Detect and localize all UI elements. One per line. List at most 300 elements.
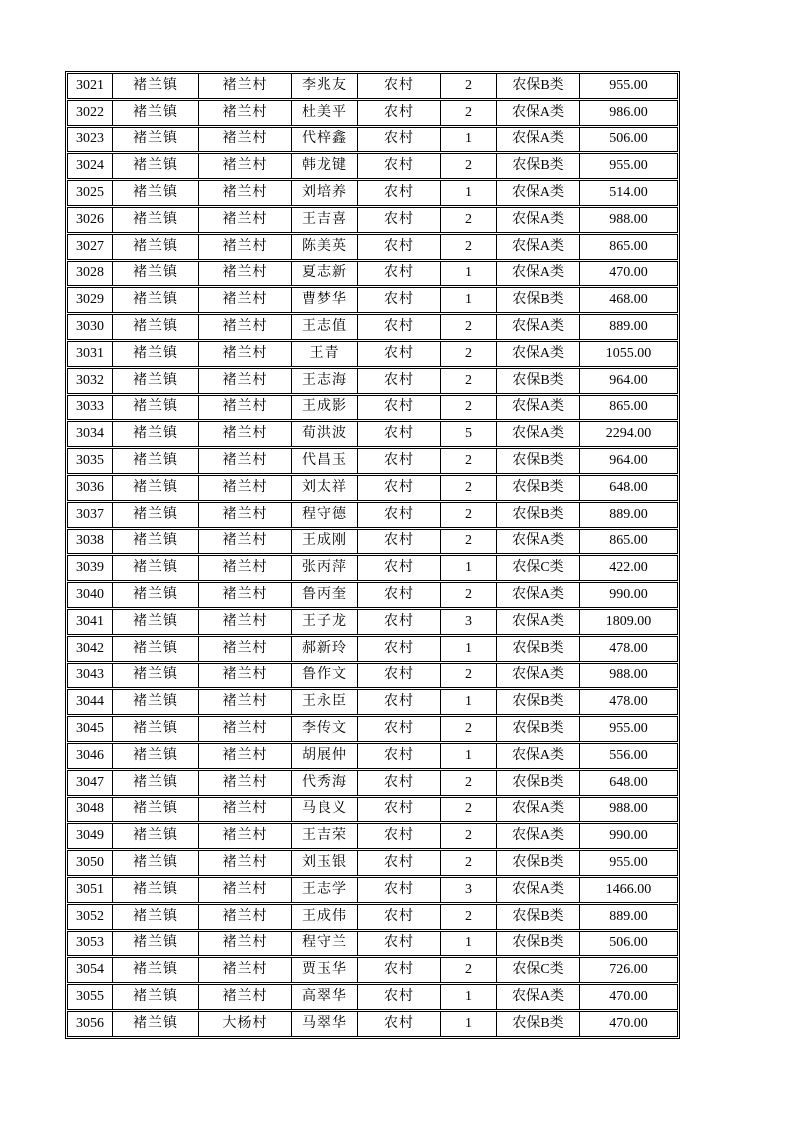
cell-serial-number: 3056 bbox=[68, 1012, 113, 1036]
cell-person-count: 3 bbox=[441, 878, 497, 902]
cell-person-count: 1 bbox=[441, 744, 497, 768]
cell-serial-number: 3054 bbox=[68, 958, 113, 982]
cell-town: 褚兰镇 bbox=[113, 798, 199, 822]
cell-category: 农村 bbox=[358, 637, 441, 661]
cell-insurance-class: 农保A类 bbox=[497, 315, 580, 339]
cell-town: 褚兰镇 bbox=[113, 154, 199, 178]
table-row bbox=[67, 475, 678, 501]
cell-serial-number: 3036 bbox=[68, 476, 113, 500]
cell-village: 褚兰村 bbox=[199, 74, 292, 98]
cell-category: 农村 bbox=[358, 208, 441, 232]
cell-amount: 955.00 bbox=[609, 77, 648, 93]
cell-category: 农村 bbox=[358, 744, 441, 768]
cell-serial-number: 3021 bbox=[68, 74, 113, 98]
cell-serial-number: 3041 bbox=[68, 610, 113, 634]
table-row bbox=[67, 287, 678, 313]
cell-village: 褚兰村 bbox=[199, 610, 292, 634]
table-row bbox=[67, 716, 678, 742]
cell-amount: 889.00 bbox=[609, 506, 648, 522]
table-row bbox=[67, 609, 678, 635]
cell-category: 农村 bbox=[358, 315, 441, 339]
table-row bbox=[67, 797, 678, 823]
cell-insurance-class: 农保B类 bbox=[497, 74, 580, 98]
cell-person-name: 刘玉银 bbox=[292, 851, 358, 875]
cell-person-count: 5 bbox=[441, 422, 497, 446]
cell-insurance-class: 农保C类 bbox=[497, 556, 580, 580]
cell-serial-number: 3028 bbox=[68, 262, 113, 286]
cell-village: 褚兰村 bbox=[199, 128, 292, 152]
cell-category: 农村 bbox=[358, 958, 441, 982]
table-row bbox=[67, 555, 678, 581]
cell-town: 褚兰镇 bbox=[113, 771, 199, 795]
cell-person-name: 王青 bbox=[292, 342, 358, 366]
table-row bbox=[67, 663, 678, 689]
cell-insurance-class: 农保A类 bbox=[497, 530, 580, 554]
cell-person-name: 王成伟 bbox=[292, 905, 358, 929]
cell-category: 农村 bbox=[358, 798, 441, 822]
cell-serial-number: 3052 bbox=[68, 905, 113, 929]
cell-village: 褚兰村 bbox=[199, 958, 292, 982]
cell-person-count: 2 bbox=[441, 905, 497, 929]
table-row bbox=[67, 448, 678, 474]
cell-village: 褚兰村 bbox=[199, 208, 292, 232]
cell-village: 褚兰村 bbox=[199, 771, 292, 795]
cell-town: 褚兰镇 bbox=[113, 101, 199, 125]
table-row bbox=[67, 743, 678, 769]
cell-insurance-class: 农保B类 bbox=[497, 932, 580, 956]
table-row bbox=[67, 234, 678, 260]
cell-person-name: 王成影 bbox=[292, 396, 358, 420]
cell-person-count: 2 bbox=[441, 369, 497, 393]
cell-category: 农村 bbox=[358, 664, 441, 688]
cell-person-count: 3 bbox=[441, 610, 497, 634]
cell-category: 农村 bbox=[358, 288, 441, 312]
cell-category: 农村 bbox=[358, 717, 441, 741]
cell-serial-number: 3040 bbox=[68, 583, 113, 607]
cell-person-count: 2 bbox=[441, 503, 497, 527]
cell-category: 农村 bbox=[358, 74, 441, 98]
cell-amount: 955.00 bbox=[609, 158, 648, 174]
cell-village: 褚兰村 bbox=[199, 744, 292, 768]
cell-amount: 1055.00 bbox=[605, 345, 652, 361]
cell-person-count: 2 bbox=[441, 798, 497, 822]
cell-category: 农村 bbox=[358, 932, 441, 956]
cell-person-count: 2 bbox=[441, 583, 497, 607]
cell-village: 褚兰村 bbox=[199, 664, 292, 688]
cell-village: 褚兰村 bbox=[199, 288, 292, 312]
cell-person-name: 代昌玉 bbox=[292, 449, 358, 473]
cell-village: 褚兰村 bbox=[199, 449, 292, 473]
cell-person-name: 高翠华 bbox=[292, 985, 358, 1009]
cell-person-count: 2 bbox=[441, 208, 497, 232]
cell-serial-number: 3047 bbox=[68, 771, 113, 795]
cell-serial-number: 3053 bbox=[68, 932, 113, 956]
table-row bbox=[67, 689, 678, 715]
cell-person-name: 杜美平 bbox=[292, 101, 358, 125]
cell-town: 褚兰镇 bbox=[113, 717, 199, 741]
cell-serial-number: 3031 bbox=[68, 342, 113, 366]
cell-person-name: 马翠华 bbox=[292, 1012, 358, 1036]
cell-insurance-class: 农保A类 bbox=[497, 262, 580, 286]
cell-town: 褚兰镇 bbox=[113, 610, 199, 634]
cell-town: 褚兰镇 bbox=[113, 262, 199, 286]
cell-serial-number: 3042 bbox=[68, 637, 113, 661]
cell-town: 褚兰镇 bbox=[113, 824, 199, 848]
cell-category: 农村 bbox=[358, 690, 441, 714]
cell-category: 农村 bbox=[358, 1012, 441, 1036]
cell-town: 褚兰镇 bbox=[113, 503, 199, 527]
cell-amount: 478.00 bbox=[609, 694, 648, 710]
cell-village: 大杨村 bbox=[199, 1012, 292, 1036]
cell-village: 褚兰村 bbox=[199, 101, 292, 125]
cell-serial-number: 3025 bbox=[68, 181, 113, 205]
cell-person-count: 1 bbox=[441, 637, 497, 661]
cell-amount: 726.00 bbox=[609, 962, 648, 978]
table-row bbox=[67, 877, 678, 903]
cell-amount: 865.00 bbox=[609, 238, 648, 254]
cell-person-count: 2 bbox=[441, 449, 497, 473]
cell-insurance-class: 农保A类 bbox=[497, 422, 580, 446]
cell-amount: 478.00 bbox=[609, 640, 648, 656]
cell-category: 农村 bbox=[358, 503, 441, 527]
cell-town: 褚兰镇 bbox=[113, 905, 199, 929]
cell-insurance-class: 农保B类 bbox=[497, 503, 580, 527]
cell-person-name: 王志学 bbox=[292, 878, 358, 902]
cell-insurance-class: 农保A类 bbox=[497, 235, 580, 259]
cell-town: 褚兰镇 bbox=[113, 181, 199, 205]
cell-category: 农村 bbox=[358, 878, 441, 902]
cell-category: 农村 bbox=[358, 985, 441, 1009]
cell-town: 褚兰镇 bbox=[113, 74, 199, 98]
cell-category: 农村 bbox=[358, 610, 441, 634]
cell-amount: 988.00 bbox=[609, 667, 648, 683]
cell-amount: 468.00 bbox=[609, 292, 648, 308]
cell-person-count: 2 bbox=[441, 235, 497, 259]
cell-town: 褚兰镇 bbox=[113, 664, 199, 688]
cell-person-count: 1 bbox=[441, 690, 497, 714]
cell-insurance-class: 农保A类 bbox=[497, 583, 580, 607]
cell-town: 褚兰镇 bbox=[113, 396, 199, 420]
cell-town: 褚兰镇 bbox=[113, 878, 199, 902]
cell-serial-number: 3029 bbox=[68, 288, 113, 312]
cell-town: 褚兰镇 bbox=[113, 128, 199, 152]
cell-village: 褚兰村 bbox=[199, 422, 292, 446]
cell-village: 褚兰村 bbox=[199, 181, 292, 205]
cell-serial-number: 3026 bbox=[68, 208, 113, 232]
cell-insurance-class: 农保A类 bbox=[497, 342, 580, 366]
cell-village: 褚兰村 bbox=[199, 851, 292, 875]
cell-town: 褚兰镇 bbox=[113, 422, 199, 446]
cell-category: 农村 bbox=[358, 449, 441, 473]
cell-person-count: 2 bbox=[441, 771, 497, 795]
cell-person-name: 程守兰 bbox=[292, 932, 358, 956]
cell-person-count: 2 bbox=[441, 824, 497, 848]
cell-amount: 2294.00 bbox=[605, 426, 652, 442]
cell-insurance-class: 农保A类 bbox=[497, 181, 580, 205]
cell-village: 褚兰村 bbox=[199, 690, 292, 714]
cell-amount: 990.00 bbox=[609, 828, 648, 844]
cell-insurance-class: 农保B类 bbox=[497, 690, 580, 714]
cell-serial-number: 3045 bbox=[68, 717, 113, 741]
cell-town: 褚兰镇 bbox=[113, 1012, 199, 1036]
cell-insurance-class: 农保A类 bbox=[497, 128, 580, 152]
cell-insurance-class: 农保B类 bbox=[497, 288, 580, 312]
cell-amount: 986.00 bbox=[609, 104, 648, 120]
table-row bbox=[67, 314, 678, 340]
cell-person-name: 胡展仲 bbox=[292, 744, 358, 768]
table-row bbox=[67, 73, 678, 99]
cell-person-name: 曹梦华 bbox=[292, 288, 358, 312]
cell-person-count: 2 bbox=[441, 476, 497, 500]
cell-person-count: 2 bbox=[441, 717, 497, 741]
table-row bbox=[67, 984, 678, 1010]
cell-category: 农村 bbox=[358, 422, 441, 446]
cell-person-name: 夏志新 bbox=[292, 262, 358, 286]
cell-person-name: 刘培养 bbox=[292, 181, 358, 205]
cell-category: 农村 bbox=[358, 235, 441, 259]
cell-insurance-class: 农保A类 bbox=[497, 824, 580, 848]
cell-village: 褚兰村 bbox=[199, 396, 292, 420]
cell-category: 农村 bbox=[358, 369, 441, 393]
cell-person-name: 程守德 bbox=[292, 503, 358, 527]
cell-person-count: 2 bbox=[441, 74, 497, 98]
cell-serial-number: 3027 bbox=[68, 235, 113, 259]
cell-person-name: 荀洪波 bbox=[292, 422, 358, 446]
cell-village: 褚兰村 bbox=[199, 342, 292, 366]
cell-person-count: 1 bbox=[441, 288, 497, 312]
cell-insurance-class: 农保B类 bbox=[497, 717, 580, 741]
cell-amount: 964.00 bbox=[609, 453, 648, 469]
cell-category: 农村 bbox=[358, 128, 441, 152]
cell-serial-number: 3030 bbox=[68, 315, 113, 339]
cell-person-name: 郝新玲 bbox=[292, 637, 358, 661]
cell-town: 褚兰镇 bbox=[113, 690, 199, 714]
cell-serial-number: 3049 bbox=[68, 824, 113, 848]
cell-amount: 865.00 bbox=[609, 533, 648, 549]
cell-category: 农村 bbox=[358, 530, 441, 554]
cell-insurance-class: 农保B类 bbox=[497, 369, 580, 393]
cell-town: 褚兰镇 bbox=[113, 530, 199, 554]
cell-category: 农村 bbox=[358, 154, 441, 178]
cell-person-count: 2 bbox=[441, 530, 497, 554]
cell-town: 褚兰镇 bbox=[113, 556, 199, 580]
cell-person-name: 王志值 bbox=[292, 315, 358, 339]
cell-amount: 506.00 bbox=[609, 131, 648, 147]
cell-category: 农村 bbox=[358, 556, 441, 580]
cell-amount: 470.00 bbox=[609, 1015, 648, 1031]
cell-category: 农村 bbox=[358, 583, 441, 607]
cell-category: 农村 bbox=[358, 101, 441, 125]
cell-amount: 955.00 bbox=[609, 855, 648, 870]
cell-town: 褚兰镇 bbox=[113, 369, 199, 393]
cell-person-count: 2 bbox=[441, 958, 497, 982]
cell-amount: 648.00 bbox=[609, 774, 648, 790]
cell-person-name: 王成刚 bbox=[292, 530, 358, 554]
cell-category: 农村 bbox=[358, 905, 441, 929]
cell-person-name: 鲁丙奎 bbox=[292, 583, 358, 607]
table-row bbox=[67, 957, 678, 983]
cell-town: 褚兰镇 bbox=[113, 583, 199, 607]
cell-village: 褚兰村 bbox=[199, 878, 292, 902]
cell-insurance-class: 农保A类 bbox=[497, 664, 580, 688]
cell-serial-number: 3055 bbox=[68, 985, 113, 1009]
cell-serial-number: 3032 bbox=[68, 369, 113, 393]
table-row bbox=[67, 770, 678, 796]
cell-town: 褚兰镇 bbox=[113, 235, 199, 259]
table-row bbox=[67, 582, 678, 608]
cell-amount: 1466.00 bbox=[605, 881, 652, 897]
table-row bbox=[67, 368, 678, 394]
cell-category: 农村 bbox=[358, 396, 441, 420]
cell-village: 褚兰村 bbox=[199, 235, 292, 259]
cell-person-count: 1 bbox=[441, 262, 497, 286]
cell-person-count: 2 bbox=[441, 315, 497, 339]
table-row bbox=[67, 153, 678, 179]
cell-serial-number: 3033 bbox=[68, 396, 113, 420]
cell-amount: 1809.00 bbox=[605, 613, 652, 629]
cell-person-name: 李传文 bbox=[292, 717, 358, 741]
cell-amount: 889.00 bbox=[609, 908, 648, 924]
cell-town: 褚兰镇 bbox=[113, 315, 199, 339]
cell-insurance-class: 农保B类 bbox=[497, 851, 580, 875]
cell-serial-number: 3035 bbox=[68, 449, 113, 473]
cell-category: 农村 bbox=[358, 342, 441, 366]
cell-insurance-class: 农保B类 bbox=[497, 771, 580, 795]
cell-serial-number: 3046 bbox=[68, 744, 113, 768]
cell-person-name: 刘太祥 bbox=[292, 476, 358, 500]
cell-amount: 556.00 bbox=[609, 747, 648, 763]
table-row bbox=[67, 207, 678, 233]
cell-insurance-class: 农保A类 bbox=[497, 610, 580, 634]
cell-amount: 889.00 bbox=[609, 319, 648, 335]
cell-serial-number: 3022 bbox=[68, 101, 113, 125]
cell-amount: 514.00 bbox=[609, 185, 648, 201]
cell-person-name: 王志海 bbox=[292, 369, 358, 393]
cell-serial-number: 3044 bbox=[68, 690, 113, 714]
cell-serial-number: 3039 bbox=[68, 556, 113, 580]
cell-person-name: 代秀海 bbox=[292, 771, 358, 795]
cell-insurance-class: 农保C类 bbox=[497, 958, 580, 982]
cell-village: 褚兰村 bbox=[199, 476, 292, 500]
cell-person-count: 2 bbox=[441, 342, 497, 366]
cell-town: 褚兰镇 bbox=[113, 985, 199, 1009]
cell-village: 褚兰村 bbox=[199, 932, 292, 956]
table-row bbox=[67, 421, 678, 447]
cell-village: 褚兰村 bbox=[199, 530, 292, 554]
cell-serial-number: 3023 bbox=[68, 128, 113, 152]
cell-person-count: 2 bbox=[441, 664, 497, 688]
cell-amount: 470.00 bbox=[609, 988, 648, 1004]
cell-serial-number: 3048 bbox=[68, 798, 113, 822]
cell-town: 褚兰镇 bbox=[113, 476, 199, 500]
cell-person-name: 马良义 bbox=[292, 798, 358, 822]
table-row bbox=[67, 341, 678, 367]
cell-town: 褚兰镇 bbox=[113, 637, 199, 661]
cell-village: 褚兰村 bbox=[199, 824, 292, 848]
cell-serial-number: 3038 bbox=[68, 530, 113, 554]
cell-person-count: 1 bbox=[441, 985, 497, 1009]
cell-person-name: 贾玉华 bbox=[292, 958, 358, 982]
cell-insurance-class: 农保A类 bbox=[497, 985, 580, 1009]
benefits-table bbox=[65, 71, 680, 1039]
cell-village: 褚兰村 bbox=[199, 583, 292, 607]
cell-town: 褚兰镇 bbox=[113, 851, 199, 875]
cell-insurance-class: 农保B类 bbox=[497, 476, 580, 500]
cell-village: 褚兰村 bbox=[199, 315, 292, 339]
table-row bbox=[67, 100, 678, 126]
cell-person-count: 2 bbox=[441, 101, 497, 125]
cell-serial-number: 3051 bbox=[68, 878, 113, 902]
cell-category: 农村 bbox=[358, 771, 441, 795]
cell-serial-number: 3043 bbox=[68, 664, 113, 688]
cell-person-count: 2 bbox=[441, 396, 497, 420]
cell-village: 褚兰村 bbox=[199, 503, 292, 527]
cell-town: 褚兰镇 bbox=[113, 744, 199, 768]
table-row bbox=[67, 850, 678, 876]
cell-person-name: 韩龙键 bbox=[292, 154, 358, 178]
cell-village: 褚兰村 bbox=[199, 985, 292, 1009]
cell-town: 褚兰镇 bbox=[113, 208, 199, 232]
cell-village: 褚兰村 bbox=[199, 369, 292, 393]
cell-person-name: 王永臣 bbox=[292, 690, 358, 714]
table-row bbox=[67, 261, 678, 287]
cell-serial-number: 3024 bbox=[68, 154, 113, 178]
cell-person-name: 王子龙 bbox=[292, 610, 358, 634]
cell-insurance-class: 农保B类 bbox=[497, 905, 580, 929]
cell-person-name: 代梓鑫 bbox=[292, 128, 358, 152]
cell-serial-number: 3034 bbox=[68, 422, 113, 446]
cell-person-name: 陈美英 bbox=[292, 235, 358, 259]
cell-amount: 990.00 bbox=[609, 587, 648, 603]
cell-village: 褚兰村 bbox=[199, 717, 292, 741]
table-row bbox=[67, 931, 678, 957]
cell-person-name: 鲁作文 bbox=[292, 664, 358, 688]
table-row bbox=[67, 823, 678, 849]
cell-amount: 988.00 bbox=[609, 211, 648, 227]
cell-village: 褚兰村 bbox=[199, 798, 292, 822]
cell-category: 农村 bbox=[358, 262, 441, 286]
cell-amount: 422.00 bbox=[609, 560, 648, 576]
cell-amount: 964.00 bbox=[609, 372, 648, 388]
cell-village: 褚兰村 bbox=[199, 154, 292, 178]
cell-insurance-class: 农保A类 bbox=[497, 101, 580, 125]
cell-category: 农村 bbox=[358, 476, 441, 500]
cell-amount: 955.00 bbox=[609, 721, 648, 737]
cell-insurance-class: 农保B类 bbox=[497, 637, 580, 661]
table-row bbox=[67, 904, 678, 930]
cell-amount: 865.00 bbox=[609, 399, 648, 415]
table-row bbox=[67, 636, 678, 662]
cell-insurance-class: 农保A类 bbox=[497, 396, 580, 420]
table-row bbox=[67, 127, 678, 153]
cell-person-count: 1 bbox=[441, 181, 497, 205]
cell-town: 褚兰镇 bbox=[113, 449, 199, 473]
cell-amount: 648.00 bbox=[609, 479, 648, 495]
cell-person-name: 张丙萍 bbox=[292, 556, 358, 580]
cell-insurance-class: 农保A类 bbox=[497, 798, 580, 822]
cell-insurance-class: 农保A类 bbox=[497, 744, 580, 768]
cell-insurance-class: 农保A类 bbox=[497, 208, 580, 232]
cell-person-name: 王吉喜 bbox=[292, 208, 358, 232]
cell-village: 褚兰村 bbox=[199, 637, 292, 661]
cell-category: 农村 bbox=[358, 824, 441, 848]
cell-insurance-class: 农保A类 bbox=[497, 878, 580, 902]
cell-town: 褚兰镇 bbox=[113, 932, 199, 956]
cell-town: 褚兰镇 bbox=[113, 288, 199, 312]
cell-person-count: 2 bbox=[441, 851, 497, 875]
cell-insurance-class: 农保B类 bbox=[497, 154, 580, 178]
cell-amount: 470.00 bbox=[609, 265, 648, 281]
